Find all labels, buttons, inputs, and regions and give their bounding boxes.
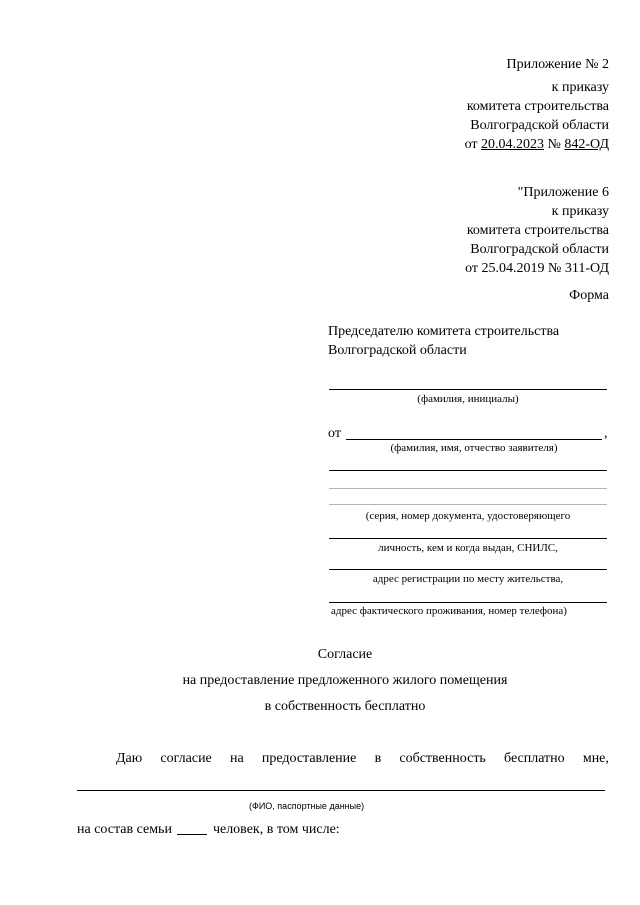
consent-word: Даю	[116, 751, 143, 766]
appendix2-num-sign: №	[547, 137, 561, 152]
consent-word: мне,	[582, 751, 609, 766]
identity-issued-caption: личность, кем и когда выдан, СНИЛС,	[378, 542, 558, 554]
family-composition	[77, 820, 340, 839]
blank-line-2	[329, 488, 607, 489]
consent-sentence	[116, 749, 609, 768]
appendix2-order	[309, 135, 609, 154]
applicant-name-caption: (фамилия, имя, отчество заявителя)	[390, 442, 558, 454]
addressee	[328, 322, 618, 360]
family-suffix: человек, в том числе:	[212, 822, 340, 837]
blank-line-3	[329, 504, 607, 505]
appendix6-line4: от 25.04.2019 № 311-ОД	[465, 261, 609, 276]
addressee-line1: Председателю комитета строительства	[328, 324, 560, 339]
heading-subtitle-1: на предоставление предложенного жилого помещения	[182, 673, 508, 688]
appendix2-block	[309, 55, 609, 154]
appendix6-line3: Волгоградской области	[470, 242, 609, 257]
consent-word: в	[374, 751, 382, 766]
surname-initials-caption: (фамилия, инициалы)	[417, 393, 519, 405]
family-prefix: на состав семьи	[77, 822, 172, 837]
appendix6-line1: к приказу	[551, 204, 609, 219]
family-count-blank	[177, 834, 207, 835]
applicant-name-line	[346, 439, 602, 440]
blank-line-1	[329, 470, 607, 471]
addressee-line2: Волгоградской области	[328, 343, 467, 358]
registration-line	[329, 569, 607, 570]
form-label: Форма	[569, 288, 609, 303]
consent-word: бесплатно	[504, 751, 565, 766]
fio-passport-caption: (ФИО, паспортные данные)	[249, 801, 365, 811]
actual-address-line	[329, 602, 607, 603]
document-series-caption: (серия, номер документа, удостоверяющего	[365, 510, 571, 522]
appendix2-line3: Волгоградской области	[470, 118, 609, 133]
from-comma: ,	[604, 426, 608, 441]
heading-subtitle-2: в собственность бесплатно	[264, 699, 426, 714]
from-prefix: от	[328, 426, 341, 441]
consent-word: предоставление	[261, 751, 357, 766]
surname-initials-line	[329, 389, 607, 390]
appendix2-number: 842-ОД	[564, 137, 609, 152]
appendix2-line1: к приказу	[551, 80, 609, 95]
registration-address-caption: адрес регистрации по месту жительства,	[372, 573, 564, 585]
appendix6-line2: комитета строительства	[466, 223, 609, 238]
identity-line	[329, 538, 607, 539]
consent-word: собственность	[399, 751, 486, 766]
heading-title: Согласие	[317, 647, 373, 662]
appendix6-block	[309, 183, 609, 278]
appendix6-title: "Приложение 6	[517, 185, 609, 200]
appendix2-title: Приложение № 2	[506, 57, 609, 72]
actual-address-caption: адрес фактического проживания, номер телефона)	[331, 605, 567, 617]
appendix2-from: от	[464, 137, 478, 152]
fio-passport-line	[77, 790, 605, 791]
appendix2-line2: комитета строительства	[466, 99, 609, 114]
appendix2-date: 20.04.2023	[481, 137, 545, 152]
consent-word: на	[229, 751, 244, 766]
consent-word: согласие	[160, 751, 212, 766]
